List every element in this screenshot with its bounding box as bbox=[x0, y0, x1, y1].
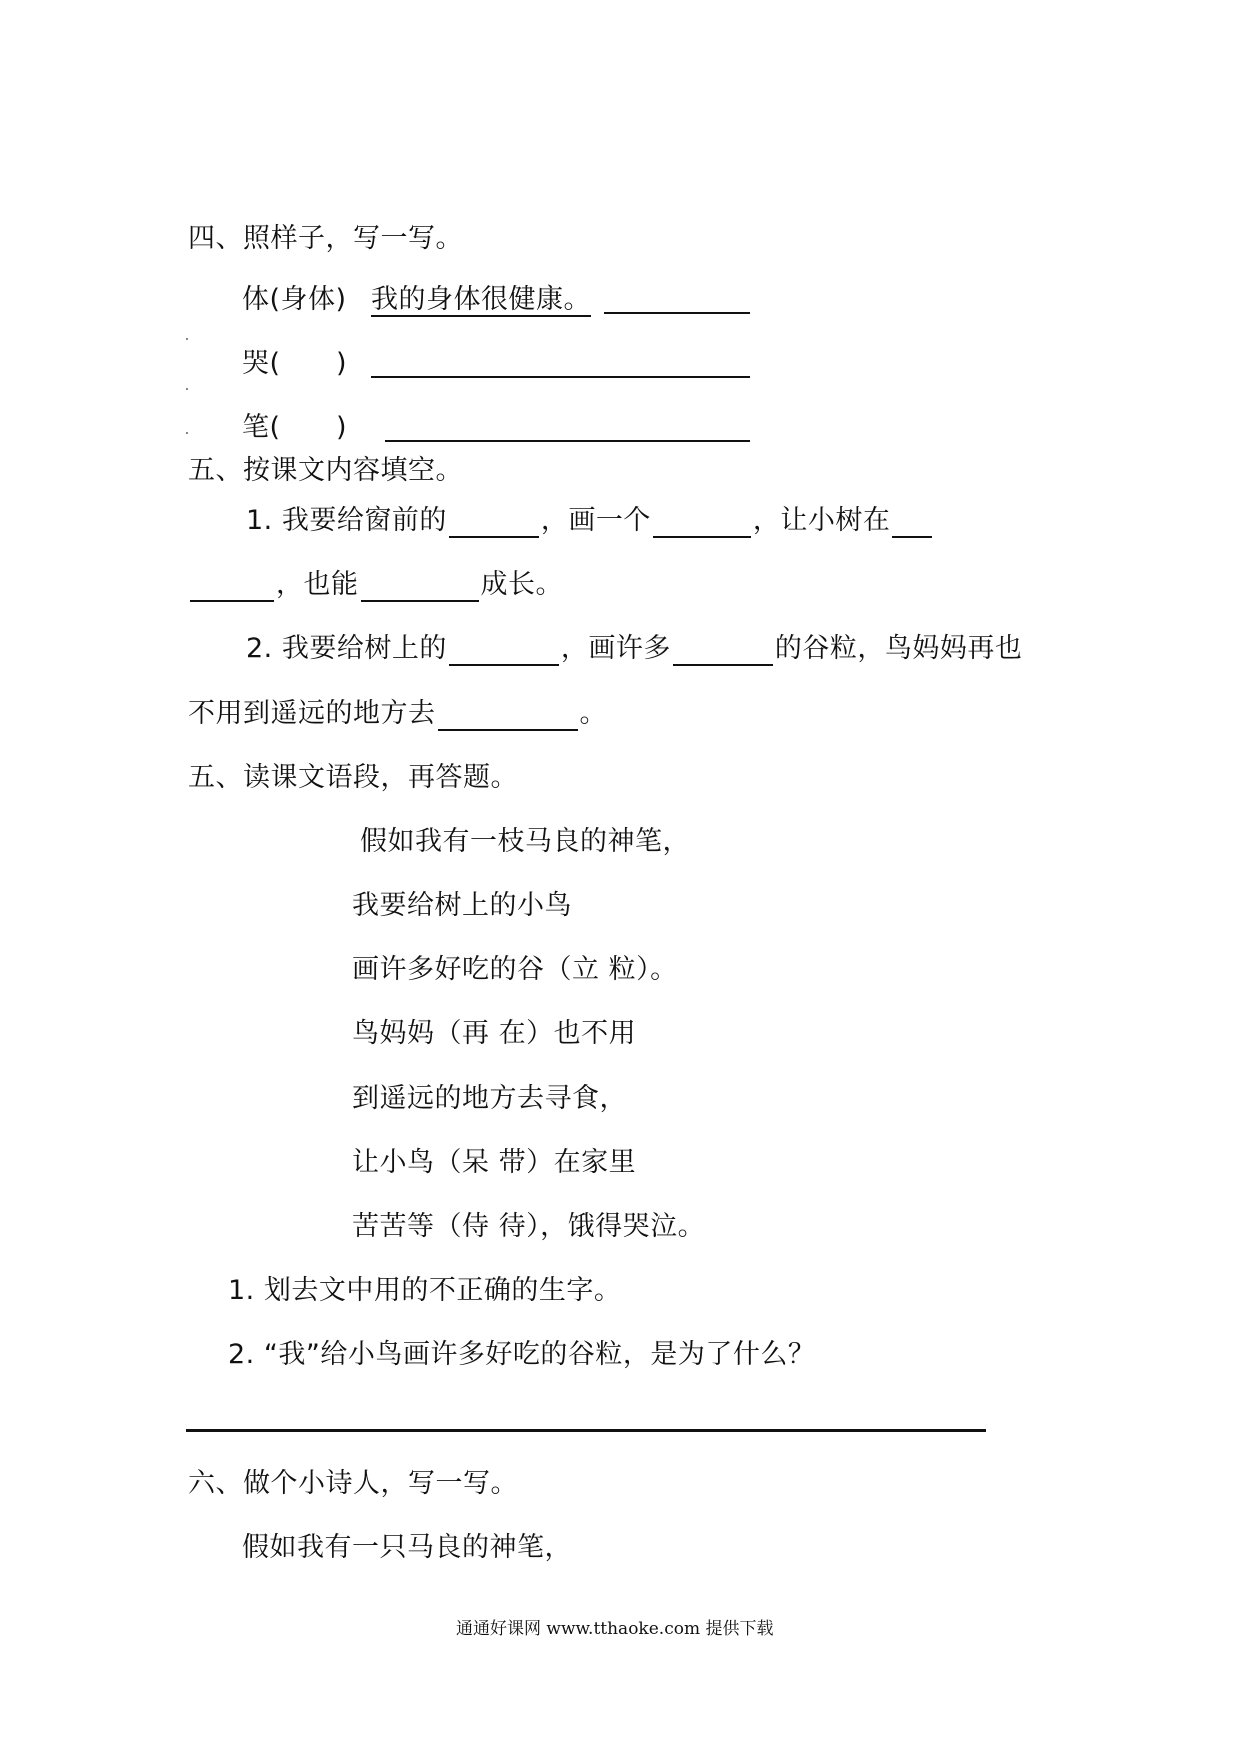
section-5a-heading: 五、按课文内容填空。 bbox=[188, 455, 463, 486]
fill-q1-line1 bbox=[246, 504, 934, 538]
poem-line-1: 假如我有一枝马良的神笔， bbox=[360, 826, 690, 857]
item-pen-close: ) bbox=[336, 412, 348, 443]
poet-line-1: 假如我有一只马良的神笔， bbox=[242, 1532, 572, 1563]
reading-question-1: 1. 划去文中用的不正确的生字。 bbox=[228, 1275, 622, 1306]
section-5b-heading: 五、读课文语段，再答题。 bbox=[188, 762, 518, 793]
reading-question-2: 2. “我”给小鸟画许多好吃的谷粒，是为了什么？ bbox=[228, 1339, 816, 1370]
poem-line-3: 画许多好吃的谷（立 粒）。 bbox=[352, 954, 678, 985]
fill-q2-part-c: 的谷粒，鸟妈妈再也 bbox=[774, 633, 1023, 664]
item-pen-label: 笔( bbox=[242, 412, 281, 443]
fill-q2-part-b: ，画许多 bbox=[560, 633, 671, 664]
item-cry-label: 哭( bbox=[242, 348, 281, 379]
section-4-heading: 四、照样子，写一写。 bbox=[188, 223, 463, 254]
fill-q1-part-e: 成长。 bbox=[480, 569, 563, 600]
item-cry-close: ) bbox=[336, 348, 348, 379]
poem-line-7: 苦苦等（侍 待），饿得哭泣。 bbox=[352, 1211, 706, 1242]
fill-q1-part-d: ，也能 bbox=[276, 569, 359, 600]
fill-q2-part-e: 。 bbox=[579, 698, 607, 729]
reading-answer-line[interactable] bbox=[186, 1429, 986, 1432]
fill-q2-line2 bbox=[188, 697, 607, 731]
fill-q2-blank-1[interactable] bbox=[449, 634, 559, 666]
fill-q1-blank-3b[interactable] bbox=[190, 570, 274, 602]
fill-q2-part-d: 不用到遥远的地方去 bbox=[188, 698, 436, 729]
margin-dot bbox=[186, 432, 188, 434]
poem-line-4: 鸟妈妈（再 在）也不用 bbox=[352, 1018, 637, 1049]
fill-q2-part-a: 2. 我要给树上的 bbox=[246, 633, 447, 664]
fill-q1-blank-2[interactable] bbox=[653, 506, 751, 538]
fill-q1-blank-4[interactable] bbox=[361, 570, 479, 602]
poem-line-2: 我要给树上的小鸟 bbox=[352, 890, 572, 921]
section-6-heading: 六、做个小诗人，写一写。 bbox=[188, 1468, 518, 1499]
poem-line-5: 到遥远的地方去寻食， bbox=[352, 1083, 627, 1114]
fill-q1-blank-1[interactable] bbox=[449, 506, 539, 538]
margin-dot bbox=[186, 338, 188, 340]
item-cry-answer-line[interactable] bbox=[371, 376, 750, 378]
fill-q1-part-c: ，让小树在 bbox=[752, 505, 891, 536]
example-sentence bbox=[371, 283, 591, 317]
fill-q2-blank-3[interactable] bbox=[438, 699, 578, 731]
fill-q2-blank-2[interactable] bbox=[673, 634, 773, 666]
example-underline-tail bbox=[604, 312, 750, 314]
page-footer: 通通好课网 www.tthaoke.com 提供下载 bbox=[456, 1619, 774, 1639]
fill-q1-line2 bbox=[188, 568, 563, 602]
poem-line-6: 让小鸟（呆 带）在家里 bbox=[352, 1147, 637, 1178]
example-word: 体(身体) bbox=[242, 284, 347, 315]
fill-q1-part-b: ，画一个 bbox=[540, 505, 651, 536]
fill-q1-blank-3a[interactable] bbox=[892, 506, 932, 538]
fill-q1-part-a: 1. 我要给窗前的 bbox=[246, 505, 447, 536]
margin-dot bbox=[186, 388, 188, 390]
example-sentence-text: 我的身体很健康。 bbox=[371, 284, 591, 315]
item-pen-answer-line[interactable] bbox=[385, 440, 750, 442]
fill-q2-line1 bbox=[246, 632, 1022, 666]
